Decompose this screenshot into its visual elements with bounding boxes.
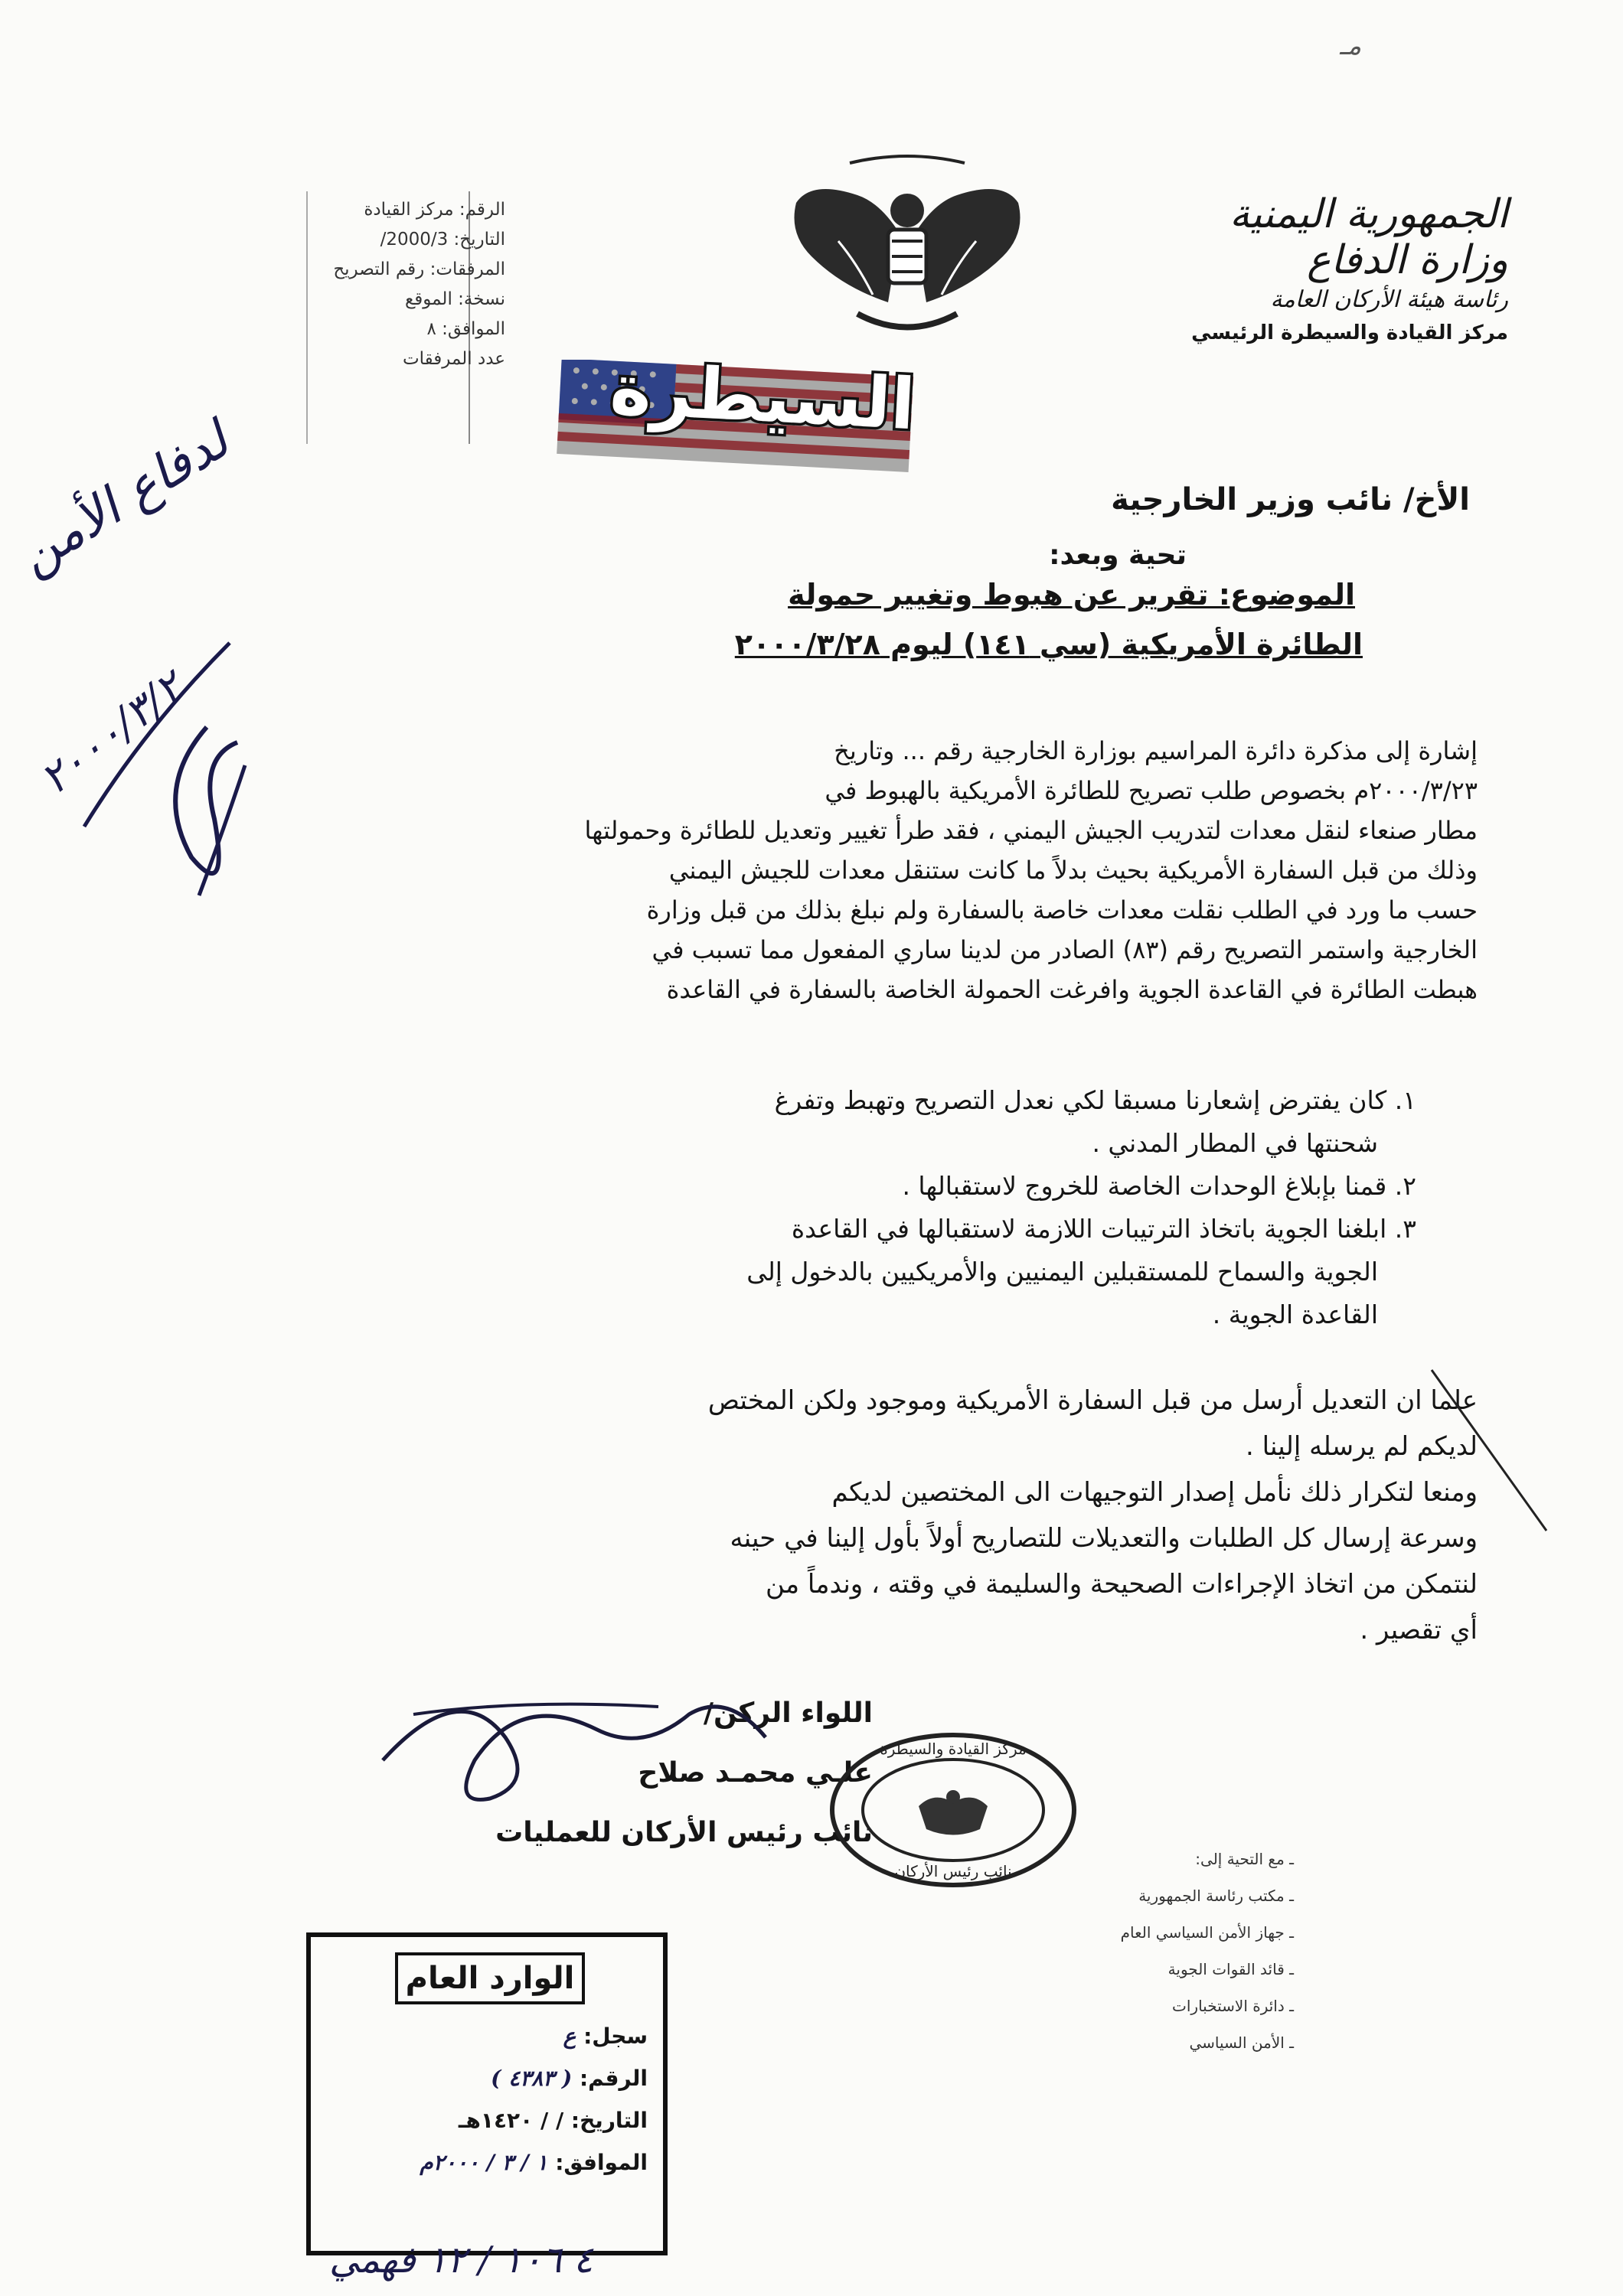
margin-pen-strokes — [1424, 1355, 1577, 1546]
margin-note: لدفاع الأمن — [8, 410, 240, 586]
stamp-register-row — [326, 2021, 648, 2052]
signatory-title: نائب رئيس الأركان للعمليات — [495, 1817, 873, 1848]
ref-field: المرفقات: رقم التصريح — [333, 259, 505, 279]
top-handwritten-mark: مـ — [1340, 31, 1362, 61]
incoming-mail-stamp — [306, 1932, 668, 2255]
list-continuation: شحنتها في المطار المدني . — [1092, 1128, 1378, 1158]
cc-item: ـ مكتب رئاسة الجمهورية — [1138, 1887, 1294, 1905]
list-item — [268, 1079, 1416, 1122]
handwritten-signature — [367, 1645, 796, 1844]
ref-field: الرقم: مركز القيادة — [364, 200, 505, 220]
bottom-handwritten-note: ٤ ١٠٦ / ١٢ فهمي — [329, 2239, 593, 2281]
closing-line: لديكم لم يرسله إلينا . — [1246, 1431, 1478, 1462]
body-line: الخارجية واستمر التصريح رقم (٨٣) الصادر من لدينا ساري المفعول مما تسبب في — [651, 935, 1478, 964]
stamp-number-label: الرقم: — [579, 2066, 648, 2091]
list-number: ٢. — [1394, 1171, 1416, 1201]
cc-item: ـ جهاز الأمن السياسي العام — [1120, 1923, 1294, 1942]
greeting: تحية وبعد: — [1049, 540, 1187, 571]
stamp-date-value: / / ١٤٢٠هـ — [458, 2108, 564, 2133]
closing-line: وسرعة إرسال كل الطلبات والتعديلات للتصاريح أولاً بأول إلينا في حينه — [730, 1523, 1478, 1554]
ref-field: عدد المرفقات — [402, 349, 505, 369]
subject-line-1: الموضوع: تقرير عن هبوط وتغيير حمولة — [788, 578, 1355, 612]
list-number: ١. — [1394, 1085, 1416, 1115]
banner-title: السيطرة — [608, 347, 917, 446]
stamp-corr-row — [326, 2148, 648, 2178]
stamp-number-row — [326, 2063, 648, 2094]
cc-item: ـ قائد القوات الجوية — [1167, 1960, 1294, 1978]
body-line: حسب ما ورد في الطلب نقلت معدات خاصة بالسفارة ولم نبلغ بذلك من قبل وزارة — [646, 895, 1478, 925]
list-continuation: الجوية والسماح للمستقبلين اليمنيين والأمريكيين بالدخول إلى — [746, 1257, 1378, 1287]
letterhead-staff: رئاسة هيئة الأركان العامة — [1270, 286, 1508, 313]
letterhead-ministry — [1110, 191, 1508, 349]
letterhead-country: الجمهورية اليمنية — [1229, 191, 1508, 237]
stamp-corr-label: الموافق: — [555, 2150, 648, 2175]
subject-line-2: الطائرة الأمريكية (سي ١٤١) ليوم ٢٠٠٠/٣/٢٨ — [734, 628, 1363, 661]
list-number: ٣. — [1394, 1214, 1416, 1244]
stamp-title: الوارد العام — [395, 1952, 585, 2004]
body-line: ٢٠٠٠/٣/٢٣م بخصوص طلب تصريح للطائرة الأمريكية بالهبوط في — [825, 776, 1478, 805]
list-text: ابلغنا الجوية باتخاذ الترتيبات اللازمة لاستقبالها في القاعدة — [791, 1214, 1387, 1244]
list-text: كان يفترض إشعارنا مسبقا لكي نعدل التصريح وتهبط وتفرغ — [774, 1085, 1387, 1115]
list-text: قمنا بإبلاغ الوحدات الخاصة للخروج لاستقبالها . — [902, 1171, 1387, 1201]
closing-line: علما ان التعديل أرسل من قبل السفارة الأمريكية وموجود ولكن المختص — [707, 1385, 1478, 1416]
ref-field: نسخة: الموقع — [405, 289, 505, 309]
letter-body — [176, 731, 1478, 1009]
closing-line: أي تقصير . — [1360, 1615, 1478, 1645]
seal-top-text: مركز القيادة والسيطرة — [880, 1740, 1027, 1758]
cc-item: ـ مع التحية إلى: — [1195, 1850, 1294, 1868]
list-item — [268, 1165, 1416, 1208]
stamp-register-value: ع — [563, 2024, 576, 2049]
stamp-number-value: ( ٤٣٨٣ ) — [491, 2066, 573, 2091]
margin-date: ٢٠٠٠/٣/٢ — [31, 662, 193, 805]
letterhead-center: مركز القيادة والسيطرة الرئيسي — [1191, 321, 1508, 344]
body-line: مطار صنعاء لنقل معدات لتدريب الجيش اليمني ، فقد طرأ تغيير وتعديل للطائرة وحمولتها — [584, 816, 1478, 845]
seal-bottom-text: نائب رئيس الأركان — [894, 1862, 1012, 1880]
yemen-eagle-emblem-icon — [766, 149, 1049, 348]
cc-item: ـ الأمن السياسي — [1189, 2033, 1294, 2052]
closing-paragraphs — [176, 1378, 1478, 1653]
stamp-date-label: التاريخ: — [570, 2108, 648, 2133]
body-line: وذلك من قبل السفارة الأمريكية بحيث بدلاً ما كانت ستنقل معدات للجيش اليمني — [668, 856, 1478, 885]
cc-list — [1049, 1841, 1294, 2061]
letterhead-ministry-name: وزارة الدفاع — [1307, 237, 1508, 283]
ref-field: التاريخ: 2000/3/ — [380, 230, 505, 249]
closing-line: ومنعا لتكرار ذلك نأمل إصدار التوجيهات الى المختصين لديكم — [831, 1477, 1478, 1508]
list-continuation: القاعدة الجوية . — [1212, 1300, 1378, 1329]
signatory-rank: اللواء الركن/ — [703, 1698, 873, 1729]
body-line: هبطت الطائرة في القاعدة الجوية وافرغت الحمولة الخاصة بالسفارة في القاعدة — [666, 975, 1478, 1004]
list-item — [268, 1208, 1416, 1251]
body-line: إشارة إلى مذكرة دائرة المراسيم بوزارة الخارجية رقم ... وتاريخ — [834, 736, 1478, 765]
reference-fields — [291, 195, 505, 374]
cc-item: ـ دائرة الاستخبارات — [1172, 1997, 1294, 2015]
numbered-list — [268, 1079, 1416, 1336]
signatory-name: علـي محمـد صلاح — [638, 1757, 873, 1789]
official-round-seal — [827, 1730, 1079, 1890]
stamp-register-label: سجل: — [583, 2024, 648, 2049]
ref-field: الموافق: ٨ — [426, 319, 505, 339]
closing-line: لنتمكن من اتخاذ الإجراءات الصحيحة والسليمة في وقته ، وندماً من — [766, 1569, 1478, 1600]
stamp-corr-value: ١ / ٣ / ٢٠٠٠م — [420, 2150, 548, 2175]
addressee: الأخ/ نائب وزير الخارجية — [1111, 482, 1470, 517]
stamp-date-row — [326, 2105, 648, 2136]
